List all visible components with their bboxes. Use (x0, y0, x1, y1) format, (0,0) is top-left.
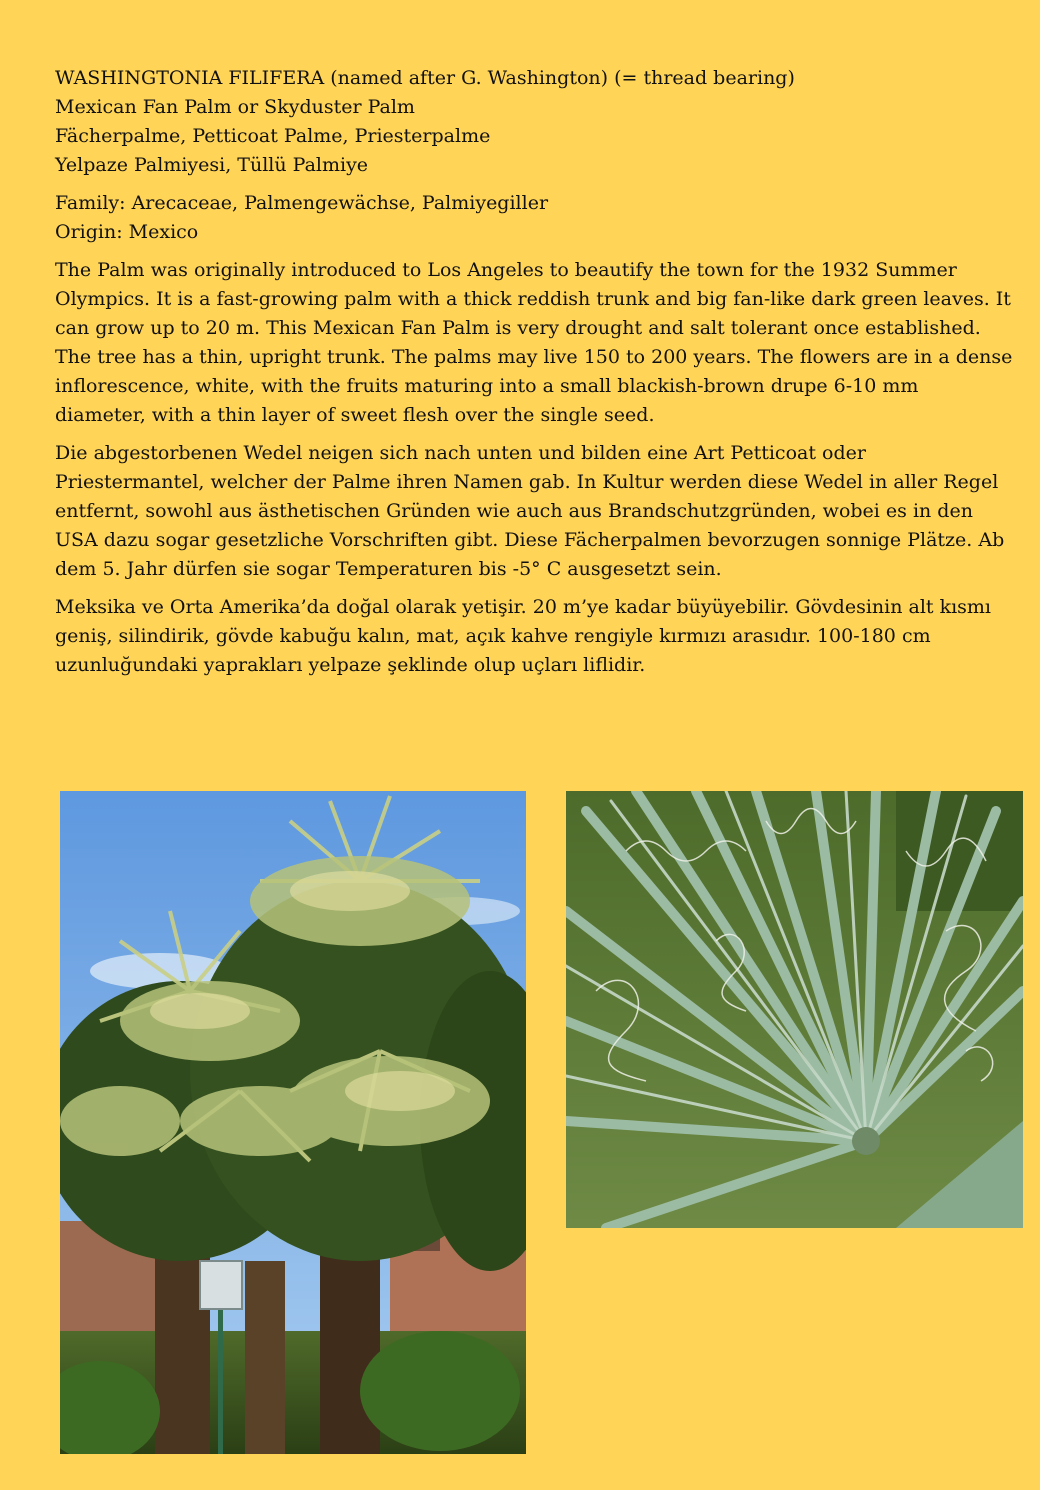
turkish-paragraph: Meksika ve Orta Amerika’da doğal olarak yetişir. 20 m’ye kadar büyüyebilir. Gövdesinin alt kısmı geniş, silindirik, gövde kabuğu kalın, mat, açık kahve rengiyle kırmızı arasıdır. 100-180 cm uzunluğundaki yaprakları yelpaze şeklinde olup uçları liflidir. (55, 596, 992, 676)
family-line: Family: Arecaceae, Palmengewächse, Palmiyegiller (55, 192, 549, 214)
english-common-name-line: Mexican Fan Palm or Skyduster Palm (55, 96, 415, 118)
text-content (55, 64, 1015, 689)
palm-trees-photo (60, 791, 526, 1454)
turkish-common-name-line: Yelpaze Palmiyesi, Tüllü Palmiye (55, 154, 369, 176)
title-block (55, 64, 1015, 180)
german-common-name-line: Fächerpalme, Petticoat Palme, Priesterpalme (55, 125, 491, 147)
english-paragraph: The Palm was originally introduced to Los Angeles to beautify the town for the 1932 Summer Olympics. It is a fast-growing palm with a thick reddish trunk and big fan-like dark green leaves. It can grow up to 20 m. This Mexican Fan Palm is very drought and salt tolerant once established. The tree has a thin, upright trunk. The palms may live 150 to 200 years. The flowers are in a dense inflorescence, white, with the fruits maturing into a small blackish-brown drupe 6-10 mm diameter, with a thin layer of sweet flesh over the single seed. (55, 259, 1013, 426)
german-paragraph: Die abgestorbenen Wedel neigen sich nach unten und bilden eine Art Petticoat oder Priestermantel, welcher der Palme ihren Namen gab. In Kultur werden diese Wedel in aller Regel entfernt, sowohl aus ästhetischen Gründen wie auch aus Brandschutzgründen, wobei es in den USA dazu sogar gesetzliche Vorschriften gibt. Diese Fächerpalmen bevorzugen sonnige Plätze. Ab dem 5. Jahr dürfen sie sogar Temperaturen bis -5° C ausgesetzt sein. (55, 442, 1005, 580)
fan-leaf-closeup-photo (566, 791, 1023, 1228)
scientific-name-line: WASHINGTONIA FILIFERA (named after G. Washington) (= thread bearing) (55, 67, 795, 89)
taxonomy-block (55, 189, 1015, 247)
origin-line: Origin: Mexico (55, 221, 199, 243)
